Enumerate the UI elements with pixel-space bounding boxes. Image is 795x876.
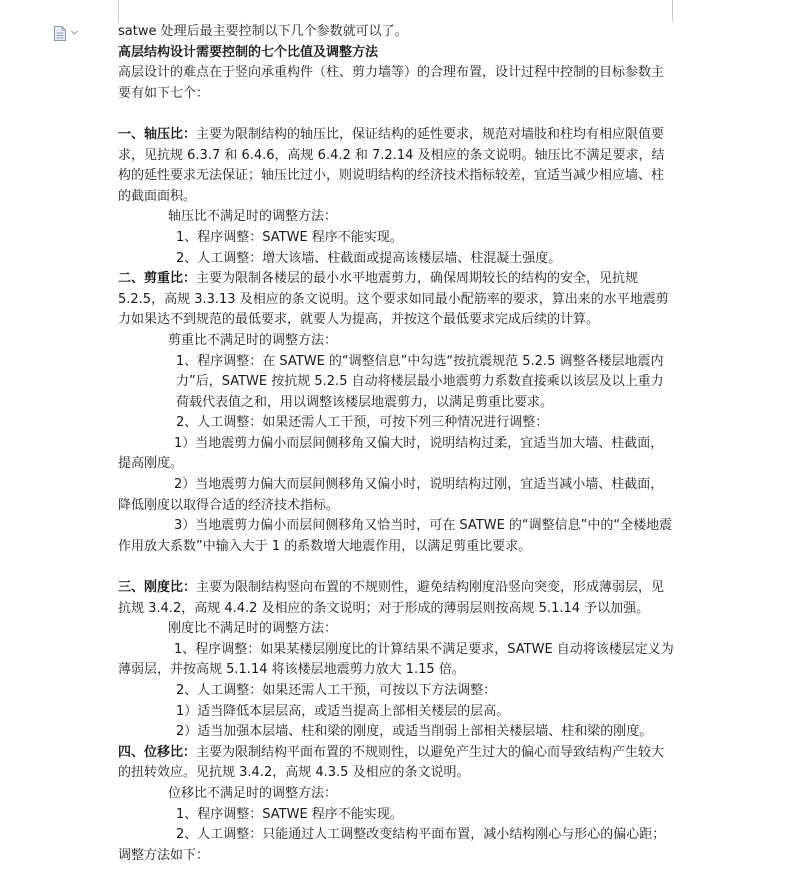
- section-displacement-ratio: [118, 743, 676, 784]
- adjust-item: 2、人工调整：如果还需人工干预，可按下列三种情况进行调整：: [176, 415, 549, 431]
- adjust-title: 位移比不满足时的调整方法：: [168, 785, 338, 801]
- page-corner-mark-right: [672, 0, 673, 22]
- adjust-item: 2、人工调整：增大该墙、柱截面或提高该楼层墙、柱混凝土强度。: [176, 250, 562, 266]
- adjust-title: 剪重比不满足时的调整方法：: [168, 332, 338, 348]
- section-stiffness-ratio: [118, 578, 676, 619]
- adjust-subitem: 2）当地震剪力偏大而层间侧移角又偏小时，说明结构过刚，宜适当减小墙、柱截面，降低刚度以取得合适的经济技术指标。: [118, 477, 664, 513]
- chevron-down-icon[interactable]: [71, 29, 78, 36]
- adjust-item: 2、人工调整：只能通过人工调整改变结构平面布置，减小结构刚心与形心的偏心距；调整方法如下：: [118, 827, 666, 863]
- section-title: 四、位移比：: [118, 744, 197, 760]
- adjust-title: 轴压比不满足时的调整方法：: [168, 209, 338, 225]
- adjust-item: 1、程序调整：如果某楼层刚度比的计算结果不满足要求，SATWE 自动将该楼层定义为薄弱层，并按高规 5.1.14 将该楼层地震剪力放大 1.15 倍。: [118, 641, 674, 678]
- page-corner-mark-left: [118, 0, 119, 22]
- adjust-subitem: 2）适当加强本层墙、柱和梁的刚度，或适当削弱上部相关楼层墙、柱和梁的刚度。: [176, 724, 653, 740]
- adjust-title: 刚度比不满足时的调整方法：: [168, 621, 338, 637]
- section-shear-weight-ratio: [118, 269, 676, 331]
- adjust-subitem: 1）适当降低本层层高，或适当提高上部相关楼层的层高。: [176, 703, 510, 719]
- intro-line: satwe 处理后最主要控制以下几个参数就可以了。: [118, 24, 408, 39]
- lead-paragraph: 高层设计的难点在于竖向承重构件（柱、剪力墙等）的合理布置，设计过程中控制的目标参数主要有如下七个：: [118, 65, 665, 101]
- section-body: 主要为限制结构平面布置的不规则性，以避免产生过大的偏心而导致结构产生较大的扭转效应。见抗规 3.4.2，高规 4.3.5 及相应的条文说明。: [118, 744, 665, 781]
- document-heading: 高层结构设计需要控制的七个比值及调整方法: [118, 44, 379, 60]
- adjust-item: 1、程序调整：在 SATWE 的“调整信息”中勾选“按抗震规范 5.2.5 调整各楼层地震内力”后，SATWE 按抗规 5.2.5 自动将楼层最小地震剪力系数直接乘以该层及以上重力荷载代表值之和，用以调整该楼层地震剪力，以满足剪重比要求。: [176, 353, 664, 410]
- document-body: [118, 22, 676, 866]
- adjust-item: 1、程序调整：SATWE 程序不能实现。: [176, 229, 403, 245]
- section-title: 三、刚度比：: [118, 580, 197, 596]
- adjust-item: 2、人工调整：如果还需人工干预，可按以下方法调整：: [176, 683, 497, 698]
- adjust-item: 1、程序调整：SATWE 程序不能实现。: [176, 806, 403, 822]
- section-body: 主要为限制结构的轴压比，保证结构的延性要求，规范对墙肢和柱均有相应限值要求，见抗规 6.3.7 和 6.4.6，高规 6.4.2 和 7.2.14 及相应的条文说明。轴压比不满足要求，结构的延性要求无法保证；轴压比过小，则说明结构的经济技术指标较差，宜适当减少相应墙、柱的截面面积。: [118, 126, 665, 204]
- section-body: 主要为限制各楼层的最小水平地震剪力，确保周期较长的结构的安全，见抗规 5.2.5，高规 3.3.13 及相应的条文说明。这个要求如同最小配筋率的要求，算出来的水平地震剪力如果达不到规范的最低要求，就要人为提高，并按这个最低要求完成后续的计算。: [118, 271, 669, 328]
- section-title: 一、轴压比：: [118, 126, 197, 142]
- document-icon[interactable]: [54, 26, 66, 41]
- blank-line: [118, 104, 676, 125]
- section-title: 二、剪重比：: [118, 271, 197, 287]
- adjust-subitem: 1）当地震剪力偏小而层间侧移角又偏大时，说明结构过柔，宜适当加大墙、柱截面，提高刚度。: [118, 435, 664, 472]
- section-axial-ratio: [118, 125, 676, 207]
- adjust-subitem: 3）当地震剪力偏小而层间侧移角又恰当时，可在 SATWE 的“调整信息”中的“全楼地震作用放大系数”中输入大于 1 的系数增大地震作用，以满足剪重比要求。: [118, 518, 673, 554]
- blank-line: [118, 557, 676, 578]
- section-body: 主要为限制结构竖向布置的不规则性，避免结构刚度沿竖向突变，形成薄弱层，见抗规 3.4.2，高规 4.4.2 及相应的条文说明；对于形成的薄弱层则按高规 5.1.14 予以加强。: [118, 580, 665, 616]
